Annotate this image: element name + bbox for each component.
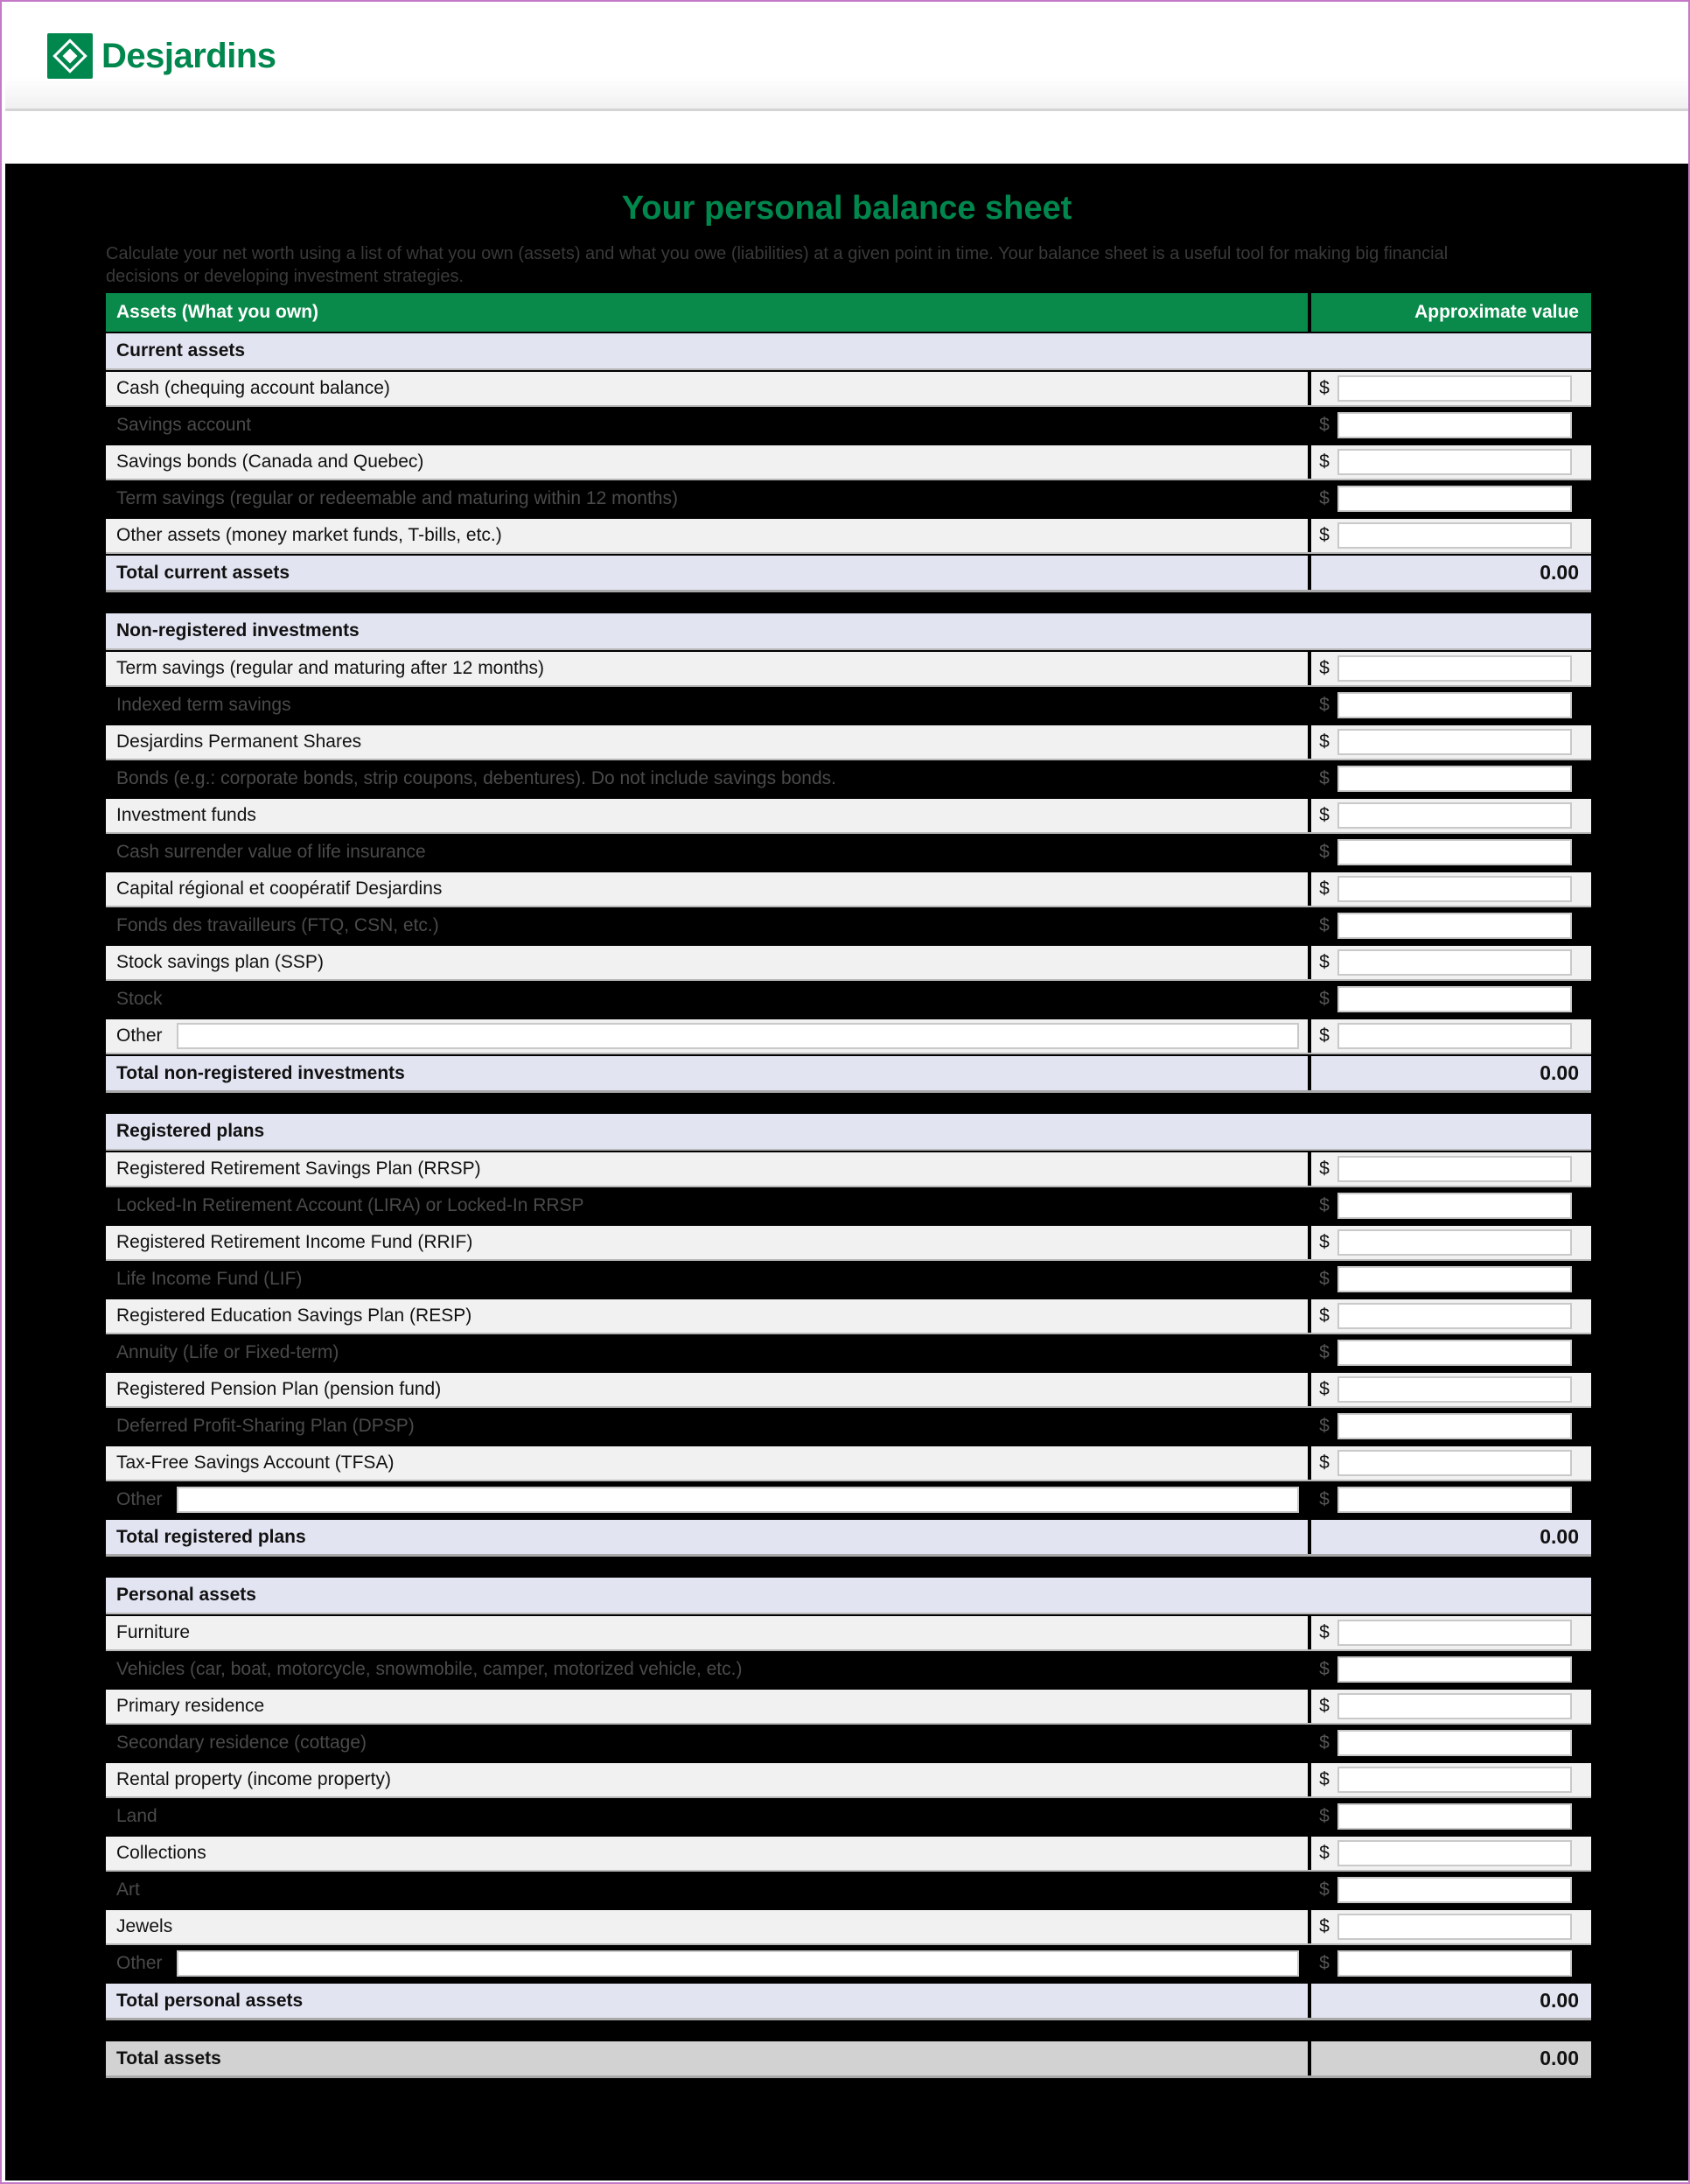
table-row xyxy=(106,1483,1591,1518)
header-value: Approximate value xyxy=(1308,293,1591,332)
section-total-value: 0.00 xyxy=(1308,1984,1591,2018)
amount-input[interactable] xyxy=(1337,1693,1572,1719)
amount-input[interactable] xyxy=(1337,1730,1572,1756)
row-value-cell xyxy=(1308,762,1591,795)
table-row xyxy=(106,725,1591,760)
section-total-value: 0.00 xyxy=(1308,556,1591,590)
section-total-label: Total registered plans xyxy=(116,1526,306,1547)
amount-input[interactable] xyxy=(1337,486,1572,512)
table-row xyxy=(106,946,1591,981)
row-value-cell xyxy=(1308,836,1591,869)
row-value-cell xyxy=(1308,1726,1591,1760)
table-row xyxy=(106,1763,1591,1798)
table-row xyxy=(106,1446,1591,1481)
table-row xyxy=(106,1299,1591,1334)
row-value-cell xyxy=(1308,1299,1591,1333)
row-label-text: Term savings (regular and maturing after 12 months) xyxy=(116,658,545,678)
table-row xyxy=(106,909,1591,944)
row-value-cell xyxy=(1308,1873,1591,1907)
amount-input[interactable] xyxy=(1337,1229,1572,1256)
dollar-sign: $ xyxy=(1319,1306,1330,1326)
row-label xyxy=(106,519,1308,552)
page-title: Your personal balance sheet xyxy=(621,190,1072,227)
table-row xyxy=(106,1837,1591,1872)
amount-input[interactable] xyxy=(1337,1376,1572,1403)
row-value-cell xyxy=(1308,1152,1591,1186)
dollar-sign: $ xyxy=(1319,1232,1330,1252)
table-row xyxy=(106,652,1591,687)
amount-input[interactable] xyxy=(1337,1950,1572,1977)
row-label-text: Primary residence xyxy=(116,1696,265,1716)
dollar-sign: $ xyxy=(1319,415,1330,435)
table-row xyxy=(106,1653,1591,1688)
section-total-row xyxy=(106,556,1591,592)
dollar-sign: $ xyxy=(1319,658,1330,678)
row-label xyxy=(106,909,1308,942)
row-value-cell xyxy=(1308,1910,1591,1943)
amount-input[interactable] xyxy=(1337,692,1572,718)
row-label-text: Registered Education Savings Plan (RESP) xyxy=(116,1306,472,1326)
row-value-cell xyxy=(1308,1019,1591,1053)
dollar-sign: $ xyxy=(1319,1622,1330,1642)
dollar-sign: $ xyxy=(1319,842,1330,862)
dollar-sign: $ xyxy=(1319,1195,1330,1215)
amount-input[interactable] xyxy=(1337,729,1572,755)
row-label-text: Other xyxy=(116,1489,163,1509)
other-description-input[interactable] xyxy=(177,1487,1299,1513)
dollar-sign: $ xyxy=(1319,695,1330,715)
row-label xyxy=(106,409,1308,442)
row-label xyxy=(106,725,1308,759)
row-label xyxy=(106,1336,1308,1369)
row-label-text: Fonds des travailleurs (FTQ, CSN, etc.) xyxy=(116,915,439,935)
row-label xyxy=(106,1226,1308,1259)
row-label xyxy=(106,482,1308,515)
dollar-sign: $ xyxy=(1319,378,1330,398)
dollar-sign: $ xyxy=(1319,1158,1330,1179)
amount-input[interactable] xyxy=(1337,913,1572,939)
amount-input[interactable] xyxy=(1337,522,1572,549)
row-label-text: Deferred Profit-Sharing Plan (DPSP) xyxy=(116,1416,415,1436)
section-title-personal: Personal assets xyxy=(106,1578,1591,1614)
amount-input[interactable] xyxy=(1337,1413,1572,1439)
dollar-sign: $ xyxy=(1319,1916,1330,1936)
dollar-sign: $ xyxy=(1319,1806,1330,1826)
table-row xyxy=(106,1410,1591,1445)
total-assets-value: 0.00 xyxy=(1308,2041,1591,2076)
row-label xyxy=(106,1019,1308,1053)
amount-input[interactable] xyxy=(1337,839,1572,865)
row-value-cell xyxy=(1308,799,1591,832)
row-label xyxy=(106,445,1308,479)
row-value-cell xyxy=(1308,1800,1591,1833)
amount-input[interactable] xyxy=(1337,876,1572,902)
row-value-cell xyxy=(1308,1837,1591,1870)
row-label-text: Registered Retirement Savings Plan (RRSP) xyxy=(116,1158,481,1179)
form-area xyxy=(5,164,1688,2180)
header-spacer xyxy=(5,111,1688,164)
table-row xyxy=(106,1019,1591,1054)
site-header xyxy=(5,4,1688,111)
amount-input[interactable] xyxy=(1337,655,1572,682)
dollar-sign: $ xyxy=(1319,768,1330,788)
row-label-text: Rental property (income property) xyxy=(116,1769,391,1789)
section-total-row xyxy=(106,1056,1591,1093)
brand-name: Desjardins xyxy=(101,36,276,75)
dollar-sign: $ xyxy=(1319,525,1330,545)
dollar-sign: $ xyxy=(1319,1026,1330,1046)
amount-input[interactable] xyxy=(1337,1487,1572,1513)
table-row xyxy=(106,762,1591,797)
table-row xyxy=(106,1910,1591,1945)
intro-text: Calculate your net worth using a list of what you own (assets) and what you owe (liabilities) at a given point in time. Your balance sheet is a useful tool for making big financial decisions or developing investment strategies. xyxy=(106,244,1449,286)
row-label-text: Cash surrender value of life insurance xyxy=(116,842,426,862)
row-label xyxy=(106,1873,1308,1907)
row-label-text: Secondary residence (cottage) xyxy=(116,1732,367,1753)
desjardins-logo-icon xyxy=(47,33,93,79)
dollar-sign: $ xyxy=(1319,1843,1330,1863)
row-label xyxy=(106,1373,1308,1406)
dollar-sign: $ xyxy=(1319,1379,1330,1399)
dollar-sign: $ xyxy=(1319,805,1330,825)
row-label xyxy=(106,1800,1308,1833)
row-label-text: Jewels xyxy=(116,1916,173,1936)
table-row xyxy=(106,409,1591,444)
table-row xyxy=(106,1690,1591,1725)
row-label xyxy=(106,1446,1308,1480)
amount-input[interactable] xyxy=(1337,375,1572,402)
amount-input[interactable] xyxy=(1337,1840,1572,1866)
row-label-text: Land xyxy=(116,1806,157,1826)
dollar-sign: $ xyxy=(1319,1416,1330,1436)
table-row xyxy=(106,519,1591,554)
amount-input[interactable] xyxy=(1337,412,1572,438)
section-total-value: 0.00 xyxy=(1308,1056,1591,1090)
row-label-text: Locked-In Retirement Account (LIRA) or Locked-In RRSP xyxy=(116,1195,584,1215)
section-total-value: 0.00 xyxy=(1308,1520,1591,1554)
row-value-cell xyxy=(1308,1763,1591,1796)
amount-input[interactable] xyxy=(1337,1914,1572,1940)
row-value-cell xyxy=(1308,482,1591,515)
dollar-sign: $ xyxy=(1319,1659,1330,1679)
dollar-sign: $ xyxy=(1319,732,1330,752)
row-label-text: Cash (chequing account balance) xyxy=(116,378,390,398)
row-label xyxy=(106,946,1308,979)
row-label-text: Other assets (money market funds, T-bills, etc.) xyxy=(116,525,502,545)
table-row xyxy=(106,1616,1591,1651)
row-label xyxy=(106,836,1308,869)
table-row xyxy=(106,1800,1591,1835)
table-row xyxy=(106,689,1591,724)
row-value-cell xyxy=(1308,445,1591,479)
row-label-text: Annuity (Life or Fixed-term) xyxy=(116,1342,339,1362)
dollar-sign: $ xyxy=(1319,952,1330,972)
section-title-nonreg: Non-registered investments xyxy=(106,613,1591,650)
amount-input[interactable] xyxy=(1337,1450,1572,1476)
other-description-input[interactable] xyxy=(177,1950,1299,1977)
amount-input[interactable] xyxy=(1337,1620,1572,1646)
row-label-text: Vehicles (car, boat, motorcycle, snowmobile, camper, motorized vehicle, etc.) xyxy=(116,1659,743,1679)
row-label-text: Registered Retirement Income Fund (RRIF) xyxy=(116,1232,473,1252)
dollar-sign: $ xyxy=(1319,488,1330,508)
table-row xyxy=(106,836,1591,871)
amount-input[interactable] xyxy=(1337,1023,1572,1049)
section-total-row xyxy=(106,1520,1591,1557)
dollar-sign: $ xyxy=(1319,1269,1330,1289)
section-title-current: Current assets xyxy=(106,333,1591,370)
amount-input[interactable] xyxy=(1337,949,1572,976)
row-label xyxy=(106,1189,1308,1222)
table-row xyxy=(106,1263,1591,1298)
table-row xyxy=(106,1336,1591,1371)
amount-input[interactable] xyxy=(1337,1156,1572,1182)
row-label-text: Savings bonds (Canada and Quebec) xyxy=(116,452,424,472)
table-row xyxy=(106,1947,1591,1982)
table-row xyxy=(106,482,1591,517)
dollar-sign: $ xyxy=(1319,452,1330,472)
section-title-registered: Registered plans xyxy=(106,1114,1591,1151)
row-value-cell xyxy=(1308,1690,1591,1723)
section-total-label: Total non-registered investments xyxy=(116,1062,405,1083)
row-label xyxy=(106,1152,1308,1186)
dollar-sign: $ xyxy=(1319,1953,1330,1973)
table-row xyxy=(106,1373,1591,1408)
balance-sheet-table xyxy=(106,293,1591,2078)
row-label xyxy=(106,1837,1308,1870)
row-label xyxy=(106,1910,1308,1943)
table-row xyxy=(106,445,1591,480)
row-label xyxy=(106,372,1308,405)
dollar-sign: $ xyxy=(1319,878,1330,899)
row-value-cell xyxy=(1308,1336,1591,1369)
row-label xyxy=(106,872,1308,906)
total-assets-row xyxy=(106,2041,1591,2078)
amount-input[interactable] xyxy=(1337,766,1572,792)
row-value-cell xyxy=(1308,409,1591,442)
row-label-text: Furniture xyxy=(116,1622,191,1642)
amount-input[interactable] xyxy=(1337,1193,1572,1219)
section-total-row xyxy=(106,1984,1591,2020)
table-row xyxy=(106,1726,1591,1761)
row-label xyxy=(106,983,1308,1016)
row-value-cell xyxy=(1308,909,1591,942)
row-label xyxy=(106,762,1308,795)
desjardins-logo[interactable] xyxy=(47,32,276,80)
row-value-cell xyxy=(1308,1616,1591,1649)
row-label-text: Registered Pension Plan (pension fund) xyxy=(116,1379,442,1399)
row-value-cell xyxy=(1308,1947,1591,1980)
row-value-cell xyxy=(1308,725,1591,759)
amount-input[interactable] xyxy=(1337,1266,1572,1292)
table-row xyxy=(106,872,1591,907)
dollar-sign: $ xyxy=(1319,1489,1330,1509)
amount-input[interactable] xyxy=(1337,802,1572,829)
amount-input[interactable] xyxy=(1337,449,1572,475)
row-label xyxy=(106,652,1308,685)
amount-input[interactable] xyxy=(1337,1803,1572,1830)
row-label-text: Savings account xyxy=(116,415,252,435)
row-label xyxy=(106,1726,1308,1760)
dollar-sign: $ xyxy=(1319,1880,1330,1900)
row-label-text: Bonds (e.g.: corporate bonds, strip coupons, debentures). Do not include savings bonds. xyxy=(116,768,836,788)
table-row xyxy=(106,983,1591,1018)
row-label xyxy=(106,1653,1308,1686)
dollar-sign: $ xyxy=(1319,1769,1330,1789)
header-assets: Assets (What you own) xyxy=(116,302,319,322)
row-value-cell xyxy=(1308,689,1591,722)
row-label-text: Collections xyxy=(116,1843,206,1863)
row-label xyxy=(106,1690,1308,1723)
table-header xyxy=(106,293,1591,332)
row-value-cell xyxy=(1308,372,1591,405)
table-row xyxy=(106,1226,1591,1261)
row-label xyxy=(106,799,1308,832)
row-value-cell xyxy=(1308,1189,1591,1222)
dollar-sign: $ xyxy=(1319,915,1330,935)
row-value-cell xyxy=(1308,1410,1591,1443)
amount-input[interactable] xyxy=(1337,1877,1572,1903)
other-description-input[interactable] xyxy=(177,1023,1299,1049)
table-row xyxy=(106,799,1591,834)
row-label-text: Desjardins Permanent Shares xyxy=(116,732,362,752)
row-label xyxy=(106,1263,1308,1296)
dollar-sign: $ xyxy=(1319,1696,1330,1716)
row-value-cell xyxy=(1308,1263,1591,1296)
section-total-label: Total personal assets xyxy=(116,1990,304,2011)
row-label xyxy=(106,1947,1308,1980)
row-value-cell xyxy=(1308,1373,1591,1406)
row-value-cell xyxy=(1308,519,1591,552)
row-label-text: Term savings (regular or redeemable and maturing within 12 months) xyxy=(116,488,678,508)
table-row xyxy=(106,372,1591,407)
row-label xyxy=(106,1483,1308,1516)
row-label-text: Indexed term savings xyxy=(116,695,291,715)
row-label-text: Life Income Fund (LIF) xyxy=(116,1269,303,1289)
row-label-text: Stock savings plan (SSP) xyxy=(116,952,324,972)
row-value-cell xyxy=(1308,1226,1591,1259)
dollar-sign: $ xyxy=(1319,989,1330,1009)
total-assets-label: Total assets xyxy=(116,2048,221,2068)
row-value-cell xyxy=(1308,946,1591,979)
row-label xyxy=(106,1763,1308,1796)
table-row xyxy=(106,1189,1591,1224)
dollar-sign: $ xyxy=(1319,1452,1330,1473)
row-label-text: Stock xyxy=(116,989,163,1009)
row-label-text: Tax-Free Savings Account (TFSA) xyxy=(116,1452,395,1473)
row-value-cell xyxy=(1308,1446,1591,1480)
dollar-sign: $ xyxy=(1319,1732,1330,1753)
amount-input[interactable] xyxy=(1337,1303,1572,1329)
table-row xyxy=(106,1873,1591,1908)
row-label xyxy=(106,689,1308,722)
row-value-cell xyxy=(1308,872,1591,906)
row-label xyxy=(106,1299,1308,1333)
section-total-label: Total current assets xyxy=(116,562,290,583)
row-label-text: Investment funds xyxy=(116,805,256,825)
row-label-text: Other xyxy=(116,1953,163,1973)
dollar-sign: $ xyxy=(1319,1342,1330,1362)
table-row xyxy=(106,1152,1591,1187)
row-label xyxy=(106,1616,1308,1649)
amount-input[interactable] xyxy=(1337,1340,1572,1366)
row-label xyxy=(106,1410,1308,1443)
amount-input[interactable] xyxy=(1337,1767,1572,1793)
amount-input[interactable] xyxy=(1337,1656,1572,1683)
row-value-cell xyxy=(1308,1653,1591,1686)
row-label-text: Capital régional et coopératif Desjardins xyxy=(116,878,443,899)
amount-input[interactable] xyxy=(1337,986,1572,1012)
row-value-cell xyxy=(1308,1483,1591,1516)
row-value-cell xyxy=(1308,652,1591,685)
row-label-text: Other xyxy=(116,1026,163,1046)
row-label-text: Art xyxy=(116,1880,140,1900)
row-value-cell xyxy=(1308,983,1591,1016)
